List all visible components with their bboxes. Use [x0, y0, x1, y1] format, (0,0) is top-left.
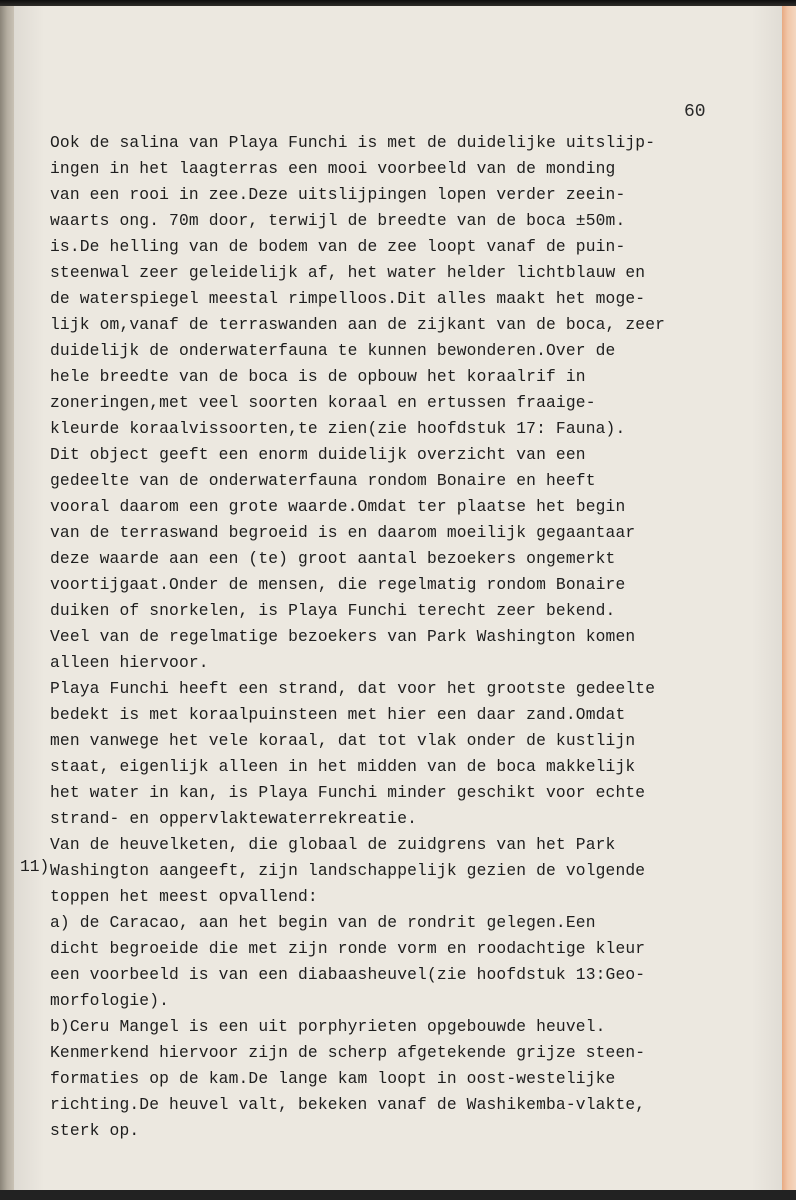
- text-line: Dit object geeft een enorm duidelijk overzicht van een: [50, 445, 586, 464]
- text-line: steenwal zeer geleidelijk af, het water helder lichtblauw en: [50, 263, 646, 282]
- text-line: waarts ong. 70m door, terwijl de breedte van de boca ±50m.: [50, 211, 626, 230]
- text-line: Veel van de regelmatige bezoekers van Park Washington komen: [50, 627, 636, 646]
- text-line: toppen het meest opvallend:: [50, 887, 318, 906]
- text-line: a) de Caracao, aan het begin van de rondrit gelegen.Een: [50, 913, 596, 932]
- text-line: lijk om,vanaf de terraswanden aan de zijkant van de boca, zeer: [50, 315, 666, 334]
- text-line: van de terraswand begroeid is en daarom moeilijk gegaantaar: [50, 523, 636, 542]
- text-line: voortijgaat.Onder de mensen, die regelmatig rondom Bonaire: [50, 575, 626, 594]
- text-line: strand- en oppervlaktewaterrekreatie.: [50, 809, 418, 828]
- text-line: richting.De heuvel valt, bekeken vanaf de Washikemba-vlakte,: [50, 1095, 646, 1114]
- text-line: ingen in het laagterras een mooi voorbeeld van de monding: [50, 159, 616, 178]
- text-line: deze waarde aan een (te) groot aantal bezoekers ongemerkt: [50, 549, 616, 568]
- bottom-shadow-edge: [0, 1190, 796, 1200]
- text-line: een voorbeeld is van een diabaasheuvel(zie hoofdstuk 13:Geo-: [50, 965, 646, 984]
- text-line: is.De helling van de bodem van de zee loopt vanaf de puin-: [50, 237, 626, 256]
- text-line: staat, eigenlijk alleen in het midden van de boca makkelijk: [50, 757, 636, 776]
- text-line: b)Ceru Mangel is een uit porphyrieten opgebouwde heuvel.: [50, 1017, 606, 1036]
- text-line: duidelijk de onderwaterfauna te kunnen bewonderen.Over de: [50, 341, 616, 360]
- document-page: [14, 6, 782, 1192]
- text-line: morfologie).: [50, 991, 170, 1010]
- page-number: 60: [684, 102, 706, 122]
- text-line: kleurde koraalvissoorten,te zien(zie hoofdstuk 17: Fauna).: [50, 419, 626, 438]
- text-line: Playa Funchi heeft een strand, dat voor het grootste gedeelte: [50, 679, 656, 698]
- text-line: dicht begroeide die met zijn ronde vorm en roodachtige kleur: [50, 939, 646, 958]
- text-line: Kenmerkend hiervoor zijn de scherp afgetekende grijze steen-: [50, 1043, 646, 1062]
- text-line: de waterspiegel meestal rimpelloos.Dit alles maakt het moge-: [50, 289, 646, 308]
- margin-section-number: 11): [20, 857, 50, 876]
- text-line: Ook de salina van Playa Funchi is met de duidelijke uitslijp-: [50, 133, 656, 152]
- text-line: Washington aangeeft, zijn landschappelijk gezien de volgende: [50, 861, 646, 880]
- text-line: duiken of snorkelen, is Playa Funchi terecht zeer bekend.: [50, 601, 616, 620]
- text-line: hele breedte van de boca is de opbouw het koraalrif in: [50, 367, 586, 386]
- text-line: vooral daarom een grote waarde.Omdat ter plaatse het begin: [50, 497, 626, 516]
- text-line: men vanwege het vele koraal, dat tot vlak onder de kustlijn: [50, 731, 636, 750]
- text-line: bedekt is met koraalpuinsteen met hier een daar zand.Omdat: [50, 705, 626, 724]
- text-line: zoneringen,met veel soorten koraal en ertussen fraaige-: [50, 393, 596, 412]
- page-stack-edge: [782, 6, 796, 1192]
- text-line: gedeelte van de onderwaterfauna rondom Bonaire en heeft: [50, 471, 596, 490]
- text-line: Van de heuvelketen, die globaal de zuidgrens van het Park: [50, 835, 616, 854]
- body-text: [50, 130, 730, 1144]
- text-line: alleen hiervoor.: [50, 653, 209, 672]
- text-line: van een rooi in zee.Deze uitslijpingen lopen verder zeein-: [50, 185, 626, 204]
- text-line: sterk op.: [50, 1121, 140, 1140]
- text-line: het water in kan, is Playa Funchi minder geschikt voor echte: [50, 783, 646, 802]
- text-line: formaties op de kam.De lange kam loopt in oost-westelijke: [50, 1069, 616, 1088]
